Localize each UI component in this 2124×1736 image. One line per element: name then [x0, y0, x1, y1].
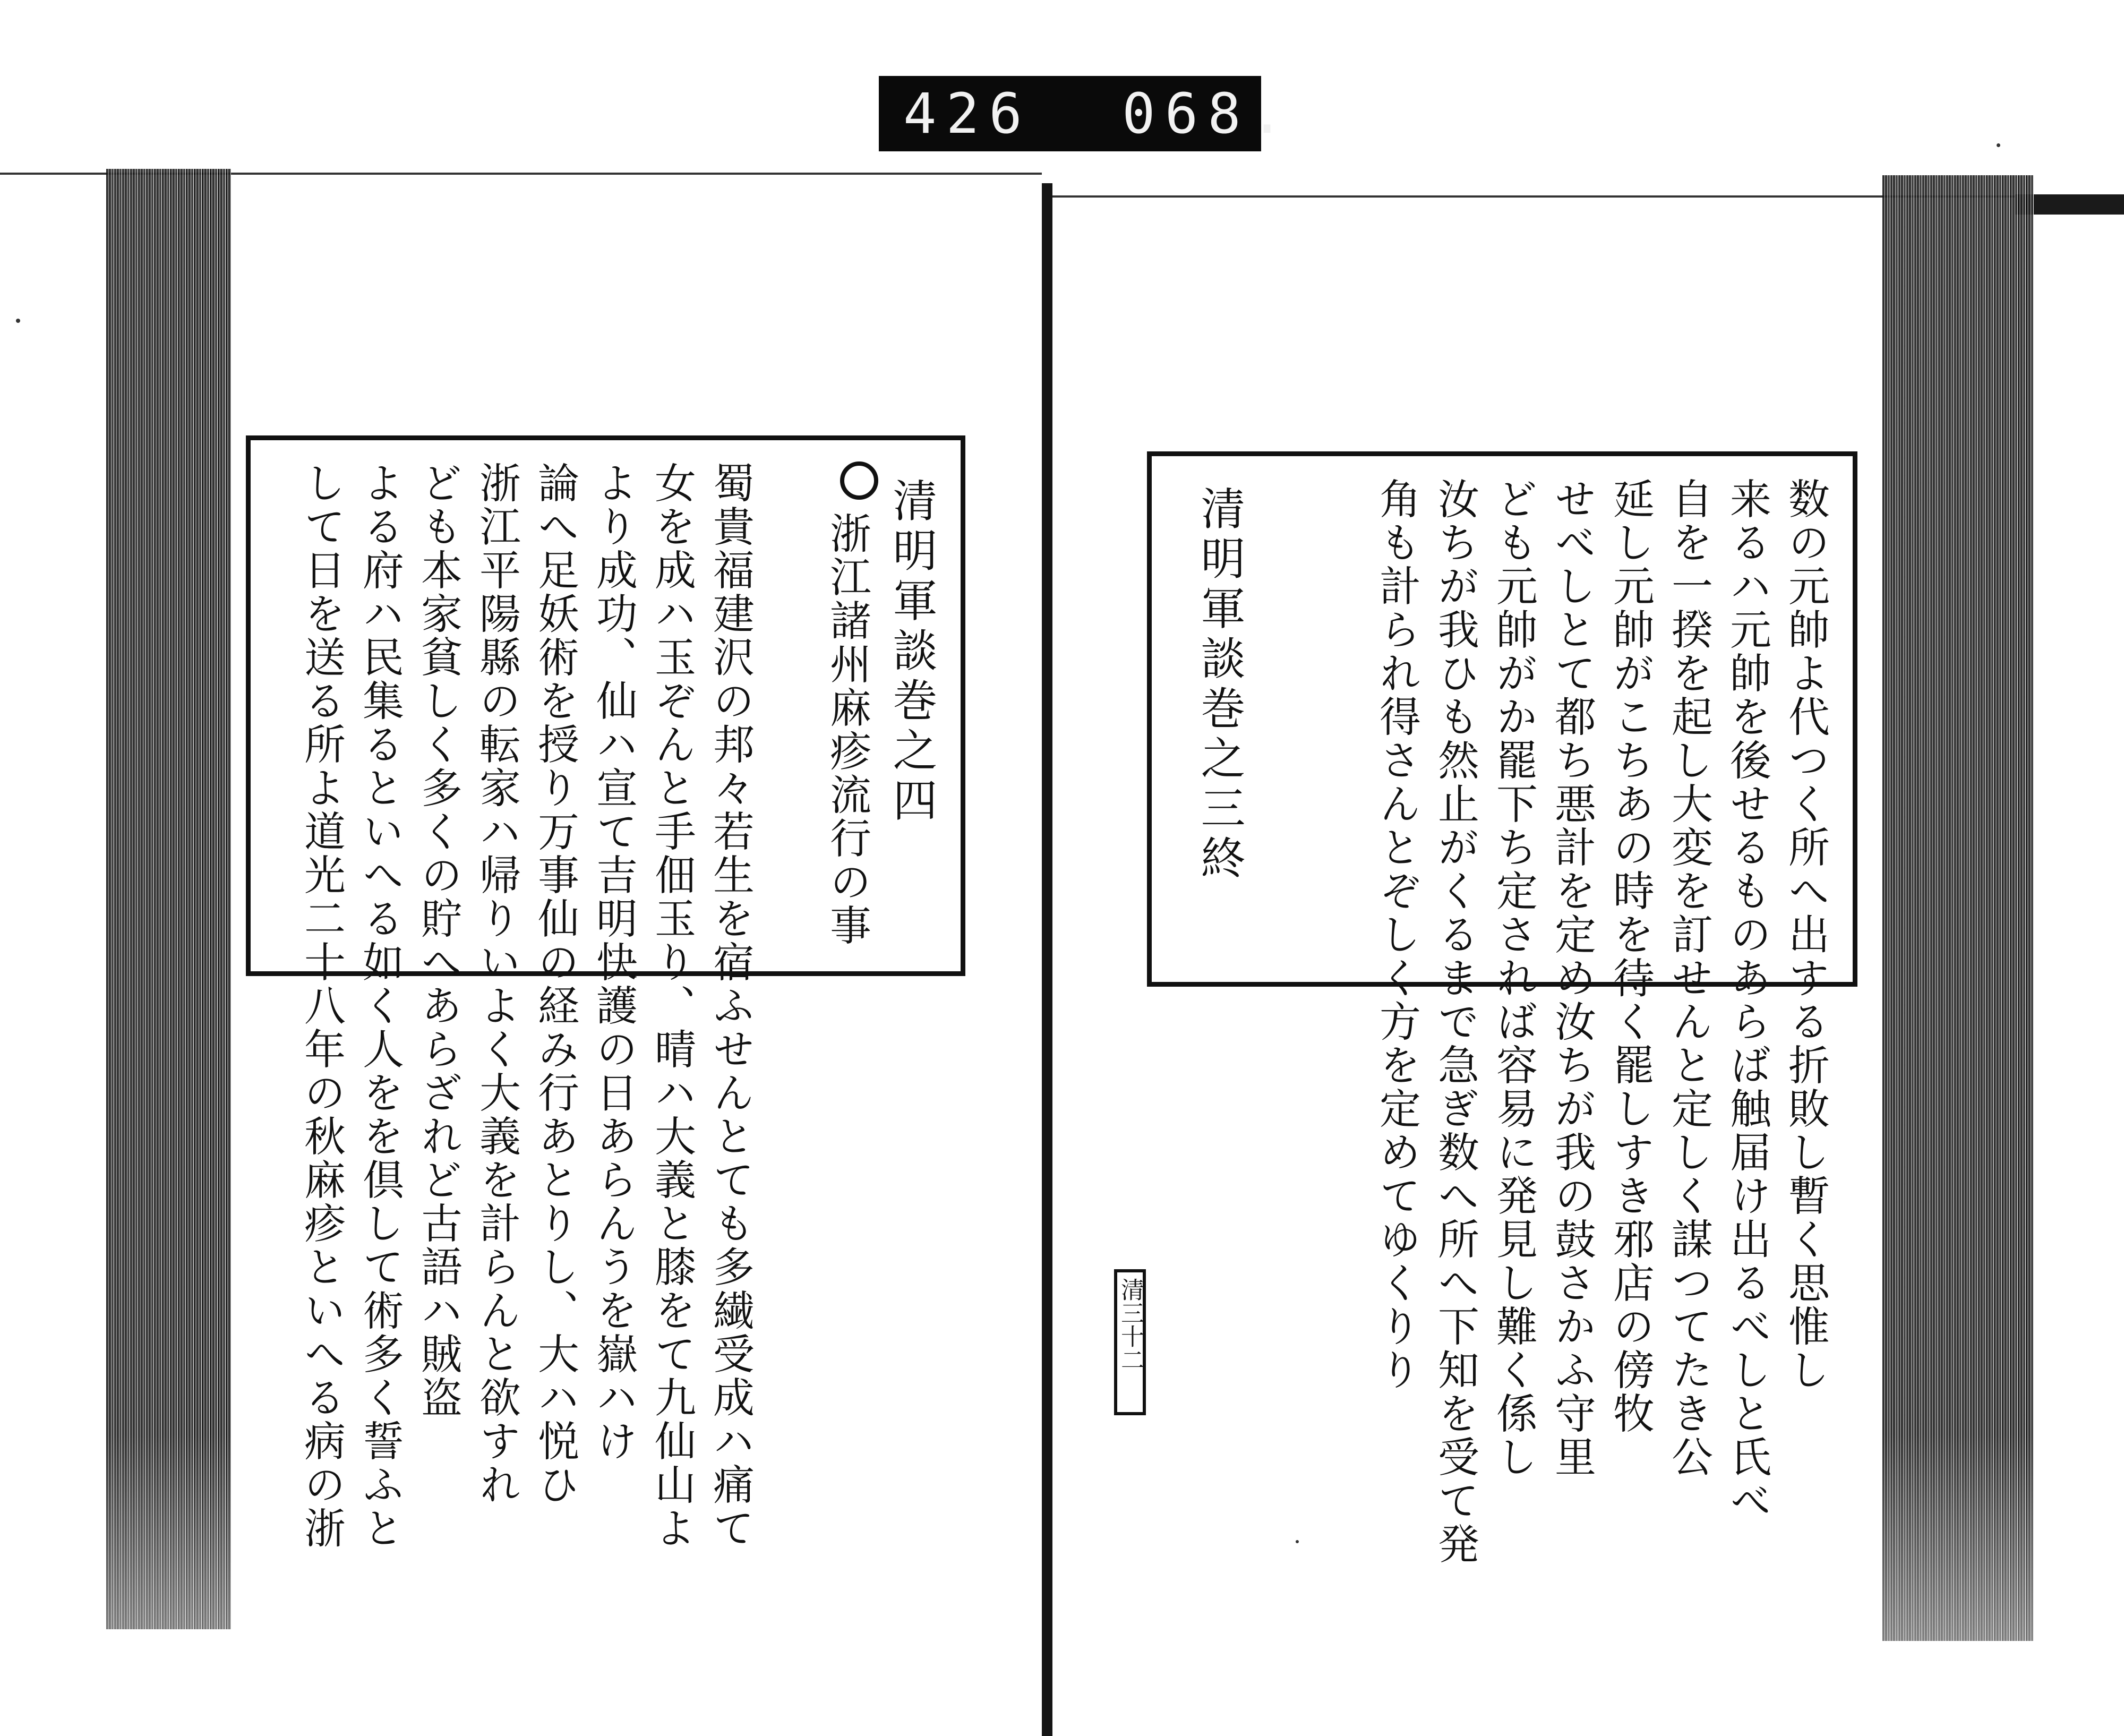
scan-speck	[16, 319, 20, 323]
scan-speck	[1296, 1540, 1299, 1543]
left-page-title: 清明軍談巻之四	[886, 477, 938, 827]
page-leaves-right	[1882, 175, 2034, 1641]
scan-speck	[1997, 143, 2000, 147]
right-text-line: 延し元帥がこちあの時を待く罷しすき邪店の傍牧	[1606, 477, 1654, 1435]
folio-label: 清三十二	[1114, 1269, 1146, 1415]
book-gutter-line	[1042, 183, 1052, 1736]
section-circle-mark	[840, 461, 878, 500]
leaves-fade-left	[106, 1434, 231, 1736]
right-text-line: ども元帥がか罷下ち定されば容易に発見し難く係し	[1489, 477, 1537, 1479]
left-text-line: して日を送る所よ道光二十八年の秋麻疹といへる病の浙	[297, 461, 345, 1550]
left-text-line: よる府ハ民集るといへる如く人をを倶して術多く誓ふと	[356, 461, 404, 1550]
reel-number-plate	[879, 76, 1294, 151]
right-text-line: 角も計られ得さんとぞしく方を定めてゆくりり	[1373, 477, 1420, 1392]
left-text-line: ども本家貧しく多くの貯へあらざれど古語ハ賊盗	[414, 461, 462, 1419]
page-leaves-left	[106, 169, 231, 1629]
reel-number-left: 426	[903, 81, 1032, 146]
right-text-line: 汝ちが我ひも然止がくるまで急ぎ数へ所へ下知を受て発	[1431, 477, 1479, 1566]
left-text-line: 蜀貴福建沢の邦々若生を宿ふせんとても多繊受成ハ痛て	[706, 461, 754, 1550]
right-text-line: 自を一揆を起し大変を訂せんと定しく謀つてたき公	[1665, 477, 1712, 1479]
left-text-line: 浙江平陽縣の転家ハ帰りいよく大義を計らんと欲すれ	[473, 461, 520, 1507]
left-page-heading: 浙江諸州麻疹流行の事	[823, 512, 871, 947]
right-text-line: せべしとて都ち悪計を定め汝ちが我の鼓さかふ守里	[1548, 477, 1596, 1479]
right-text-line: 数の元帥よ代つく所へ出する折敗し暫く思惟し	[1782, 477, 1829, 1392]
right-text-line: 来るハ元帥を後せるものあらば触届け出るべしと氏べ	[1723, 477, 1771, 1523]
reel-number-right: 068.	[1122, 81, 1294, 146]
left-page-text-frame	[246, 435, 965, 1550]
left-text-line: 女を成ハ玉ぞんと手佃玉り、晴ハ大義と膝をて九仙山よ	[648, 461, 696, 1550]
right-page-text-frame	[1147, 451, 1857, 1566]
left-text-line: より成功、仙ハ宣て吉明快護の日あらんうを嶽ハけ	[589, 461, 637, 1463]
left-text-line: 論へ足妖術を授り万事仙の経み行あとりし、大ハ悦ひ	[531, 461, 579, 1507]
leaves-fade-right	[1882, 1434, 2034, 1736]
right-page-end-title: 清明軍談巻之三終	[1194, 485, 1246, 885]
